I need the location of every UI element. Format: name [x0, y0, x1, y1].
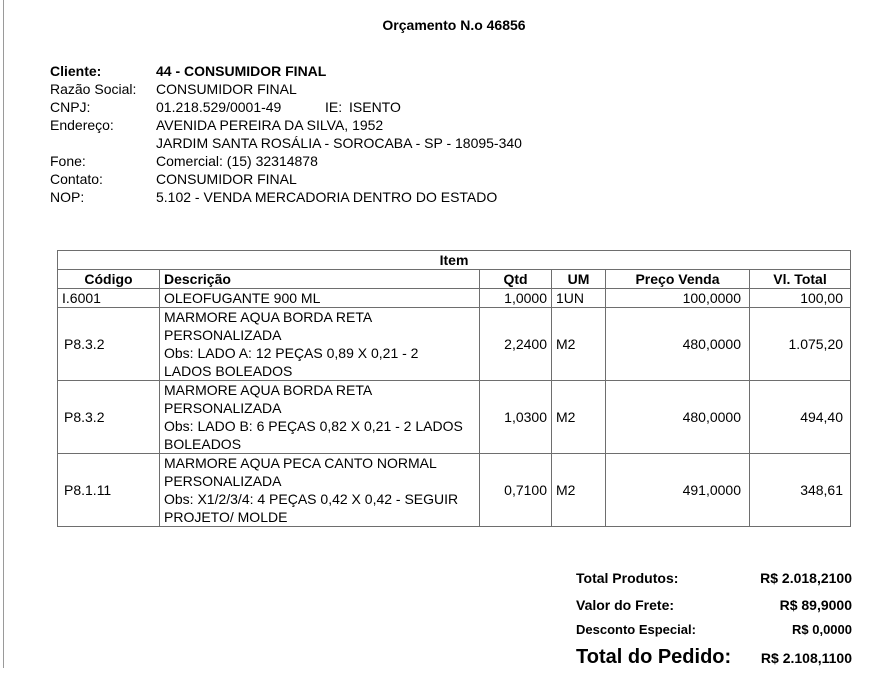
cell-preco: 491,0000	[606, 454, 750, 527]
cell-um: 1UN	[552, 289, 606, 308]
contato-label: Contato:	[50, 171, 103, 187]
table-row	[58, 289, 851, 308]
cell-preco: 100,0000	[606, 289, 750, 308]
desc-line: Obs: X1/2/3/4: 4 PEÇAS 0,42 X 0,42 - SEGUIR	[164, 491, 459, 507]
cell-total: 348,61	[750, 454, 851, 527]
endereco-line2: JARDIM SANTA ROSÁLIA - SOROCABA - SP - 18095-340	[156, 135, 522, 151]
razao-social-label: Razão Social:	[50, 81, 137, 97]
items-table	[57, 250, 851, 527]
cell-descricao	[160, 454, 480, 527]
table-row	[58, 381, 851, 454]
items-group-header: Item	[58, 251, 851, 270]
cell-um: M2	[552, 308, 606, 381]
desc-line: Obs: LADO B: 6 PEÇAS 0,82 X 0,21 - 2 LADOS	[164, 418, 463, 434]
ie-value: ISENTO	[349, 99, 401, 115]
cnpj-value: 01.218.529/0001-49	[156, 99, 282, 115]
cell-um: M2	[552, 381, 606, 454]
header-preco: Preço Venda	[606, 270, 750, 289]
endereco-line1: AVENIDA PEREIRA DA SILVA, 1952	[156, 117, 384, 133]
razao-social-value: CONSUMIDOR FINAL	[156, 81, 297, 97]
total-produtos-label: Total Produtos:	[576, 570, 679, 586]
cell-descricao	[160, 289, 480, 308]
cell-codigo: I.6001	[58, 289, 160, 308]
desconto-label: Desconto Especial:	[576, 622, 696, 637]
table-row	[58, 454, 851, 527]
cell-preco: 480,0000	[606, 308, 750, 381]
desc-line: PERSONALIZADA	[164, 473, 282, 489]
desc-line: PERSONALIZADA	[164, 400, 282, 416]
cell-preco: 480,0000	[606, 381, 750, 454]
cell-um: M2	[552, 454, 606, 527]
left-margin-rule	[3, 0, 4, 668]
header-qtd: Qtd	[480, 270, 552, 289]
cell-total: 1.075,20	[750, 308, 851, 381]
desc-line: LADOS BOLEADOS	[164, 363, 293, 379]
header-codigo: Código	[58, 270, 160, 289]
total-pedido-value: R$ 2.108,1100	[760, 650, 852, 666]
document-title: Orçamento N.o 46856	[382, 17, 526, 33]
desc-line: PERSONALIZADA	[164, 327, 282, 343]
client-label: Cliente:	[50, 63, 102, 79]
fone-value: Comercial: (15) 32314878	[156, 153, 318, 169]
desc-line: Obs: LADO A: 12 PEÇAS 0,89 X 0,21 - 2	[164, 345, 419, 361]
total-produtos-value: R$ 2.018,2100	[760, 570, 852, 586]
header-total: Vl. Total	[750, 270, 851, 289]
ie-label: IE:	[325, 99, 343, 115]
header-um: UM	[552, 270, 606, 289]
cell-codigo: P8.3.2	[58, 308, 160, 381]
table-row	[58, 308, 851, 381]
desc-line: MARMORE AQUA PECA CANTO NORMAL	[164, 455, 437, 471]
desc-line: BOLEADOS	[164, 436, 242, 452]
fone-label: Fone:	[50, 153, 86, 169]
endereco-label: Endereço:	[50, 117, 114, 133]
contato-value: CONSUMIDOR FINAL	[156, 171, 297, 187]
cnpj-label: CNPJ:	[50, 99, 91, 115]
total-pedido-label: Total do Pedido:	[576, 646, 732, 668]
header-descricao: Descrição	[160, 270, 480, 289]
desconto-value: R$ 0,0000	[792, 622, 852, 637]
cell-qtd: 2,2400	[480, 308, 552, 381]
desc-line: PROJETO/ MOLDE	[164, 509, 288, 525]
nop-label: NOP:	[50, 189, 85, 205]
cell-descricao	[160, 308, 480, 381]
cell-codigo: P8.3.2	[58, 381, 160, 454]
cell-descricao	[160, 381, 480, 454]
desc-line: MARMORE AQUA BORDA RETA	[164, 309, 373, 325]
desc-line: OLEOFUGANTE 900 ML	[164, 290, 321, 306]
valor-frete-value: R$ 89,9000	[779, 597, 852, 613]
nop-value: 5.102 - VENDA MERCADORIA DENTRO DO ESTADO	[156, 189, 498, 205]
cell-qtd: 0,7100	[480, 454, 552, 527]
valor-frete-label: Valor do Frete:	[576, 597, 675, 613]
cell-total: 100,00	[750, 289, 851, 308]
client-value: 44 - CONSUMIDOR FINAL	[156, 63, 327, 79]
cell-codigo: P8.1.11	[58, 454, 160, 527]
desc-line: MARMORE AQUA BORDA RETA	[164, 382, 373, 398]
cell-total: 494,40	[750, 381, 851, 454]
cell-qtd: 1,0000	[480, 289, 552, 308]
cell-qtd: 1,0300	[480, 381, 552, 454]
